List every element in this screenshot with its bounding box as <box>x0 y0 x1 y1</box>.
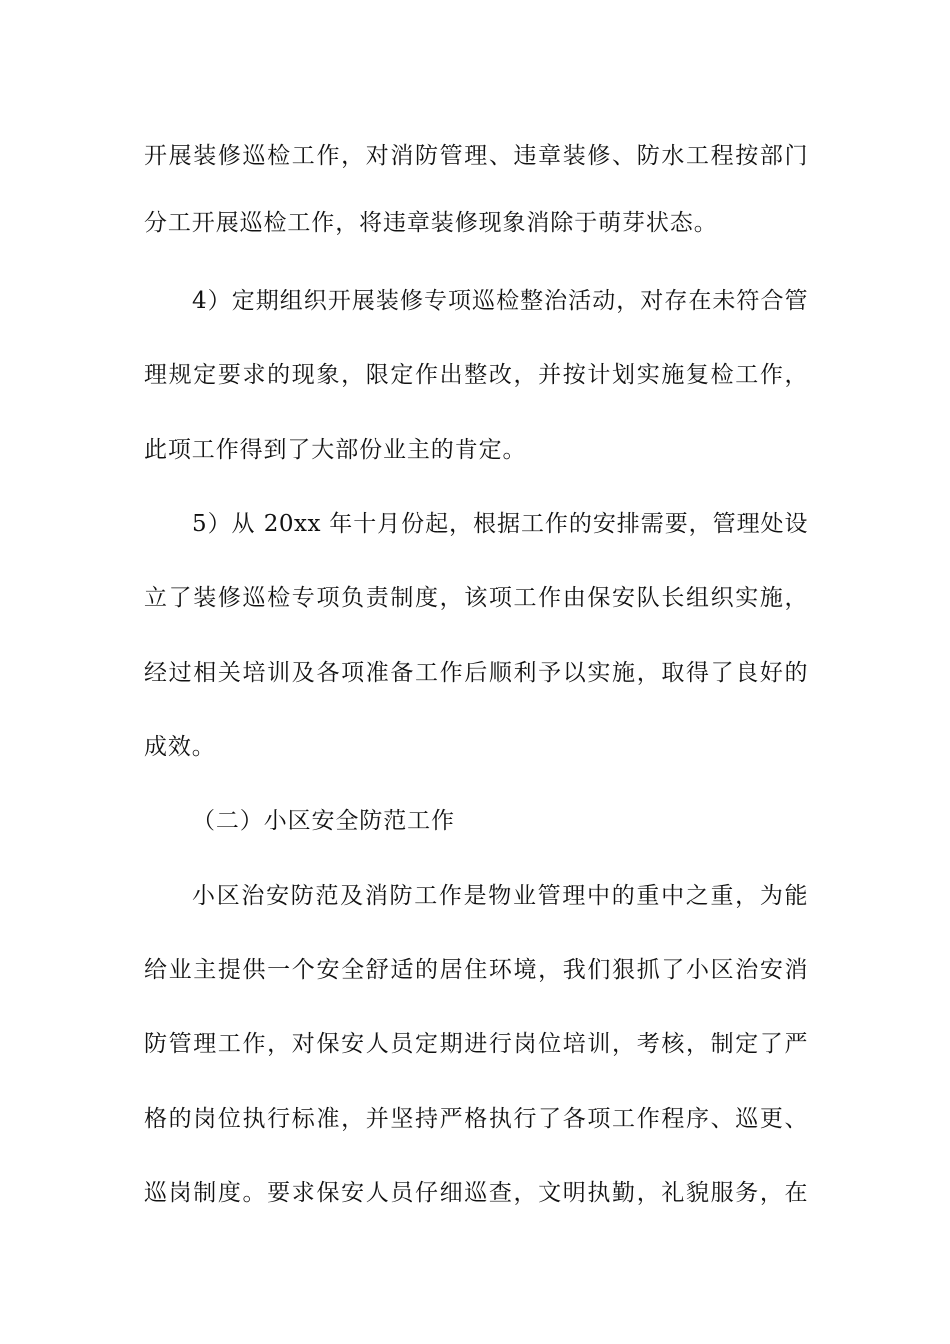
text-line: 经过相关培训及各项准备工作后顺利予以实施，取得了良好的 <box>144 660 808 686</box>
text-line: 小区治安防范及消防工作是物业管理中的重中之重，为能 <box>192 883 808 909</box>
section-heading: （二）小区安全防范工作 <box>192 808 455 834</box>
text-line: 4）定期组织开展装修专项巡检整治活动，对存在未符合管 <box>192 288 808 314</box>
text-line: 格的岗位执行标准，并坚持严格执行了各项工作程序、巡更、 <box>144 1106 808 1132</box>
text-line: 立了装修巡检专项负责制度，该项工作由保安队长组织实施， <box>144 585 808 611</box>
text-line: 给业主提供一个安全舒适的居住环境，我们狠抓了小区治安消 <box>144 957 808 983</box>
text-line: 此项工作得到了大部份业主的肯定。 <box>144 437 527 463</box>
text-line: 理规定要求的现象，限定作出整改，并按计划实施复检工作， <box>144 362 808 388</box>
text-line: 开展装修巡检工作，对消防管理、违章装修、防水工程按部门 <box>144 143 808 169</box>
text-line: 5）从 20xx 年十月份起，根据工作的安排需要，管理处设 <box>192 511 808 537</box>
text-line: 分工开展巡检工作，将违章装修现象消除于萌芽状态。 <box>144 210 718 236</box>
text-line: 巡岗制度。要求保安人员仔细巡查，文明执勤，礼貌服务，在 <box>144 1180 808 1206</box>
text-line: 成效。 <box>144 734 216 760</box>
text-line: 防管理工作，对保安人员定期进行岗位培训，考核，制定了严 <box>144 1031 808 1057</box>
